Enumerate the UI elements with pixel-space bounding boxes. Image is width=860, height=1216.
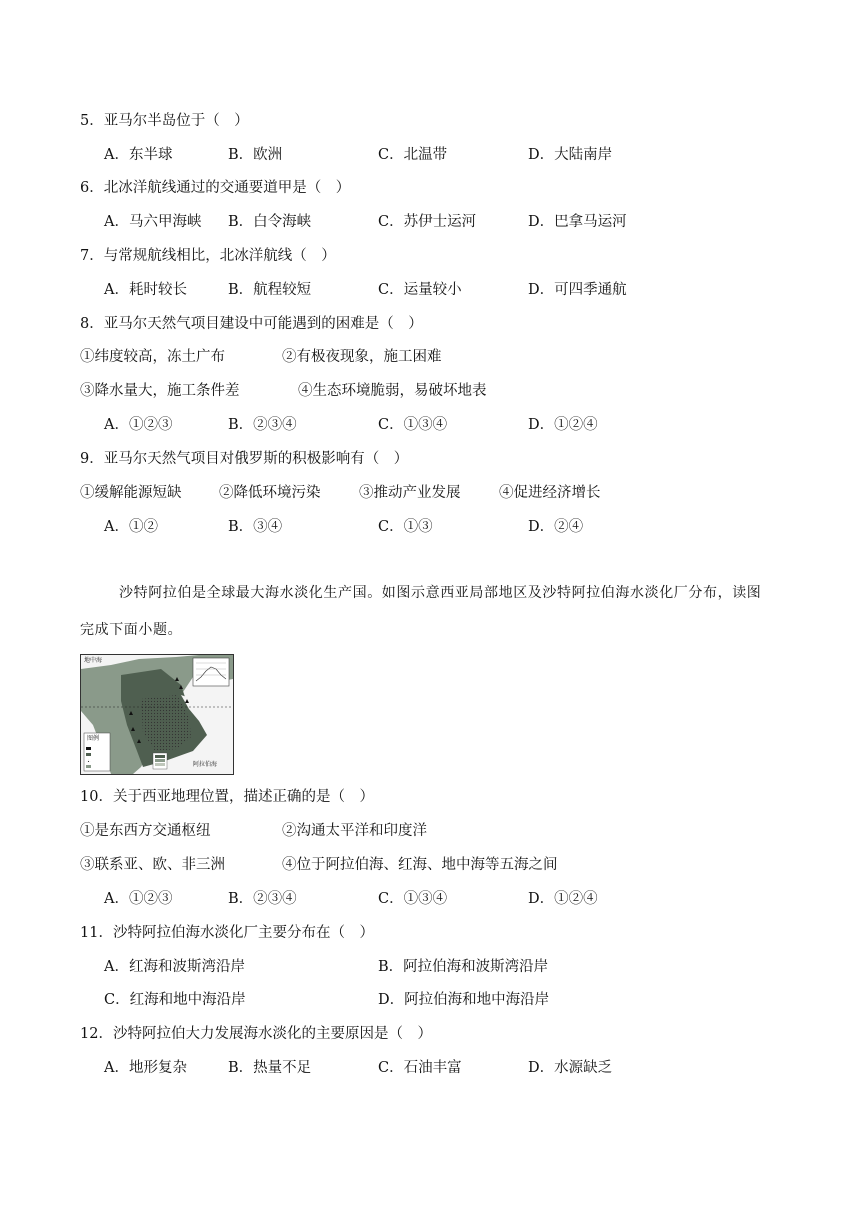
q12-option-b[interactable]: B．热量不足 <box>228 1060 312 1076</box>
q8-option-b[interactable]: B．②③④ <box>228 417 297 433</box>
q10-option-b[interactable]: B．②③④ <box>228 891 297 907</box>
label-mediterranean: 地中海 <box>84 657 103 664</box>
q5-option-b[interactable]: B．欧洲 <box>228 147 283 163</box>
q9-option-a[interactable]: A．①② <box>104 519 158 535</box>
q7-option-c[interactable]: C．运量较小 <box>378 282 462 298</box>
q5-option-a[interactable]: A．东半球 <box>104 147 173 163</box>
label-arabian-sea: 阿拉伯海 <box>193 761 218 768</box>
q10-statement-1: ①是东西方交通枢纽 <box>80 823 211 839</box>
q11-option-d[interactable]: D．阿拉伯海和地中海沿岸 <box>378 992 550 1008</box>
q9-option-b[interactable]: B．③④ <box>228 519 283 535</box>
q7-option-a[interactable]: A．耗时较长 <box>104 282 187 298</box>
question-8-stem: 8．亚马尔天然气项目建设中可能遇到的困难是（ ） <box>80 316 423 332</box>
q9-statement-3: ③推动产业发展 <box>359 485 461 501</box>
question-5-stem: 5．亚马尔半岛位于（ ） <box>80 113 249 129</box>
q11-option-b[interactable]: B．阿拉伯海和波斯湾沿岸 <box>378 959 549 975</box>
q10-option-d[interactable]: D．①②④ <box>528 891 598 907</box>
q5-option-d[interactable]: D．大陆南岸 <box>528 147 613 163</box>
q10-statement-4: ④位于阿拉伯海、红海、地中海等五海之间 <box>282 857 558 873</box>
q12-option-c[interactable]: C．石油丰富 <box>378 1060 462 1076</box>
q8-option-a[interactable]: A．①②③ <box>104 417 173 433</box>
q10-statement-2: ②沟通太平洋和印度洋 <box>282 823 427 839</box>
q6-option-d[interactable]: D．巴拿马运河 <box>528 214 627 230</box>
west-asia-map-graphic <box>81 655 233 774</box>
q10-option-a[interactable]: A．①②③ <box>104 891 173 907</box>
q9-option-c[interactable]: C．①③ <box>378 519 433 535</box>
question-10-stem: 10．关于西亚地理位置，描述正确的是（ ） <box>80 789 374 805</box>
q8-option-c[interactable]: C．①③④ <box>378 417 448 433</box>
question-12-stem: 12．沙特阿拉伯大力发展海水淡化的主要原因是（ ） <box>80 1026 432 1042</box>
q9-statement-2: ②降低环境污染 <box>219 485 321 501</box>
q10-option-c[interactable]: C．①③④ <box>378 891 448 907</box>
q8-statement-4: ④生态环境脆弱，易破坏地表 <box>298 383 487 399</box>
legend-title: 图例 <box>87 735 100 742</box>
passage-line-1: 沙特阿拉伯是全球最大海水淡化生产国。如图示意西亚局部地区及沙特阿拉伯海水淡化厂分布，读图 <box>119 585 762 601</box>
q8-option-d[interactable]: D．①②④ <box>528 417 598 433</box>
question-11-stem: 11．沙特阿拉伯海水淡化厂主要分布在（ ） <box>80 925 374 941</box>
q9-option-d[interactable]: D．②④ <box>528 519 584 535</box>
west-asia-map <box>80 654 234 775</box>
q10-statement-3: ③联系亚、欧、非三洲 <box>80 857 225 873</box>
q12-option-a[interactable]: A．地形复杂 <box>104 1060 187 1076</box>
q7-option-d[interactable]: D．可四季通航 <box>528 282 627 298</box>
q5-option-c[interactable]: C．北温带 <box>378 147 448 163</box>
q12-option-d[interactable]: D．水源缺乏 <box>528 1060 613 1076</box>
q8-statement-2: ②有极夜现象，施工困难 <box>282 349 442 365</box>
question-9-stem: 9．亚马尔天然气项目对俄罗斯的积极影响有（ ） <box>80 451 409 467</box>
passage-line-2: 完成下面小题。 <box>80 622 183 638</box>
q6-option-b[interactable]: B．白令海峡 <box>228 214 312 230</box>
q8-statement-1: ①纬度较高，冻土广布 <box>80 349 225 365</box>
q7-option-b[interactable]: B．航程较短 <box>228 282 312 298</box>
q11-option-c[interactable]: C．红海和地中海沿岸 <box>104 992 246 1008</box>
question-7-stem: 7．与常规航线相比，北冰洋航线（ ） <box>80 248 336 264</box>
q9-statement-1: ①缓解能源短缺 <box>80 485 182 501</box>
q6-option-a[interactable]: A．马六甲海峡 <box>104 214 202 230</box>
q6-option-c[interactable]: C．苏伊士运河 <box>378 214 477 230</box>
q8-statement-3: ③降水量大，施工条件差 <box>80 383 240 399</box>
climate-chart-box <box>193 658 229 686</box>
q9-statement-4: ④促进经济增长 <box>499 485 601 501</box>
question-6-stem: 6．北冰洋航线通过的交通要道甲是（ ） <box>80 180 351 196</box>
q11-option-a[interactable]: A．红海和波斯湾沿岸 <box>104 959 245 975</box>
